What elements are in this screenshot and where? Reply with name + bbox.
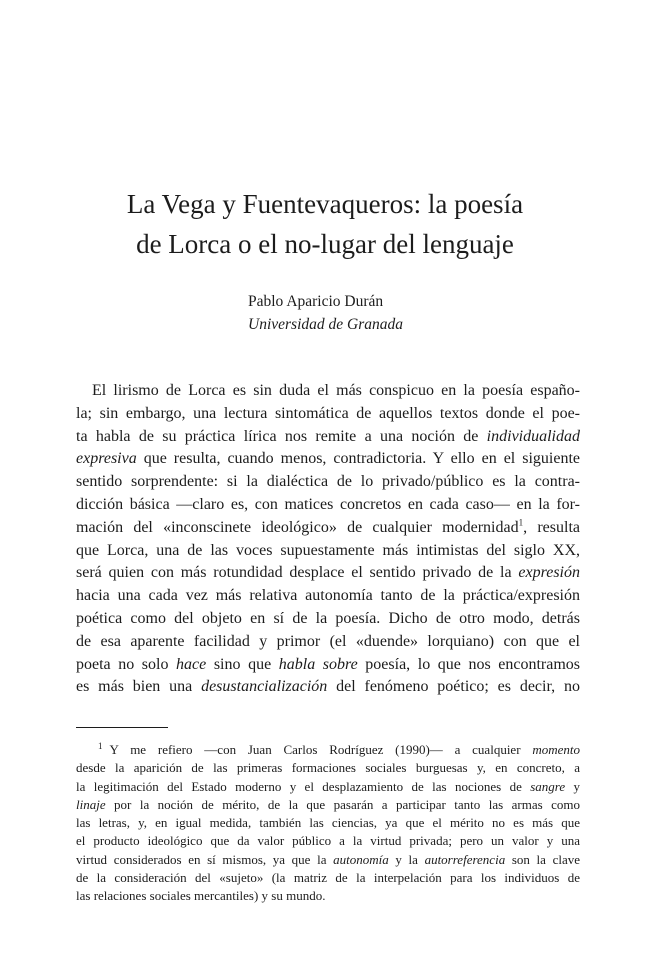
body-text: será quien con más rotundidad desplace el sentido privado de la: [76, 564, 519, 582]
title-line-2: de Lorca o el no-lugar del lenguaje: [136, 229, 514, 259]
emphasis-text: expresiva: [76, 450, 137, 468]
body-line: El lirismo de Lorca es sin duda el más conspicuo en la poesía españo-: [92, 382, 580, 399]
footnote-text: y la: [388, 851, 425, 867]
title-line-1: La Vega y Fuentevaqueros: la poesía: [126, 189, 524, 219]
footnote-line: las relaciones sociales mercantiles) y su mundo.: [76, 888, 326, 904]
footnote-emphasis: sangre: [530, 778, 566, 794]
body-text: poeta no solo: [76, 655, 177, 673]
body-line: de esa aparente facilidad y primor (el «duende» lorquiano) con que el: [76, 632, 580, 650]
body-line: [76, 426, 580, 449]
footnote-line: las letras, y, en igual medida, también las ciencias, ya que el mérito no es más que: [76, 815, 580, 831]
body-line: sentido sorprendente: si la dialéctica de lo privado/público es la contra-: [76, 473, 580, 491]
footnote-line: de la consideración del «sujeto» (la matriz de la interpelación para los individuos de: [76, 870, 580, 886]
body-line: que Lorca, una de las voces supuestamente más intimistas del siglo XX,: [76, 541, 580, 559]
footnote-text: por la noción de mérito, de la que pasarán a participar tanto las armas como: [105, 796, 580, 812]
author-name: Pablo Aparicio Durán: [248, 293, 384, 310]
footnote-text: Y me refiero —con Juan Carlos Rodríguez (1990)— a cualquier: [109, 742, 533, 757]
footnote-number: 1: [98, 740, 103, 751]
author-block: [248, 290, 403, 336]
body-line: la; sin embargo, una lectura sintomática de aquellos textos donde el poe-: [76, 404, 580, 422]
body-line: dicción básica —claro es, con matices concretos en cada caso— en la for-: [76, 495, 580, 513]
body-line: [76, 562, 580, 585]
footnote-line: [76, 778, 580, 796]
emphasis-text: habla sobre: [278, 655, 358, 673]
footnote-line: [76, 796, 580, 814]
body-line: [76, 448, 580, 471]
body-line: [76, 676, 580, 699]
body-text: del fenómeno poético; es decir, no: [327, 678, 581, 696]
body-text: poesía, lo que nos encontramos: [357, 655, 580, 673]
body-text: mación del «inconscinete ideológico» de cualquier modernidad: [76, 518, 519, 536]
body-paragraph: [76, 380, 580, 699]
body-text: , resulta: [523, 518, 580, 536]
body-text: ta habla de su práctica lírica nos remite a una noción de: [76, 427, 487, 445]
footnote-text: la legitimación del Estado moderno y el desplazamiento de las nociones de: [76, 778, 531, 794]
author-affiliation: Universidad de Granada: [248, 316, 403, 333]
body-line: hacia una cada vez más relativa autonomía tanto de la práctica/expresión: [76, 587, 580, 605]
footnote-line: desde la aparición de las primeras formaciones sociales burguesas y, en concreto, a: [76, 760, 580, 776]
body-line: [76, 517, 580, 540]
footnote-emphasis: momento: [532, 742, 580, 757]
body-text: es más bien una: [76, 678, 202, 696]
body-line: poética como del objeto en sí de la poesía. Dicho de otro modo, detrás: [76, 609, 580, 627]
body-text: sino que: [206, 655, 279, 673]
footnote-emphasis: autonomía: [333, 851, 389, 867]
emphasis-text: hace: [176, 655, 207, 673]
emphasis-text: desustancialización: [201, 678, 328, 696]
emphasis-text: expresión: [518, 564, 580, 582]
emphasis-text: individualidad: [486, 427, 580, 445]
footnote-line: [76, 851, 580, 869]
footnote-text: y: [565, 778, 580, 794]
body-line: [76, 654, 580, 677]
footnote-line: [76, 741, 580, 759]
footnote-line: el producto ideológico que da valor público a la virtud privada; pero un valor y una: [76, 833, 580, 849]
footnote-text: son la clave: [505, 851, 580, 867]
footnote-separator: [76, 727, 168, 728]
footnote-emphasis: autorreferencia: [424, 851, 506, 867]
footnote-reference[interactable]: 1: [518, 517, 524, 528]
body-text: que resulta, cuando menos, contradictoria. Y ello en el siguiente: [136, 450, 580, 468]
footnote: [76, 741, 580, 906]
footnote-text: virtud considerados en sí mismos, ya que la: [76, 851, 334, 867]
footnote-emphasis: linaje: [76, 796, 106, 812]
chapter-title: [0, 184, 650, 264]
